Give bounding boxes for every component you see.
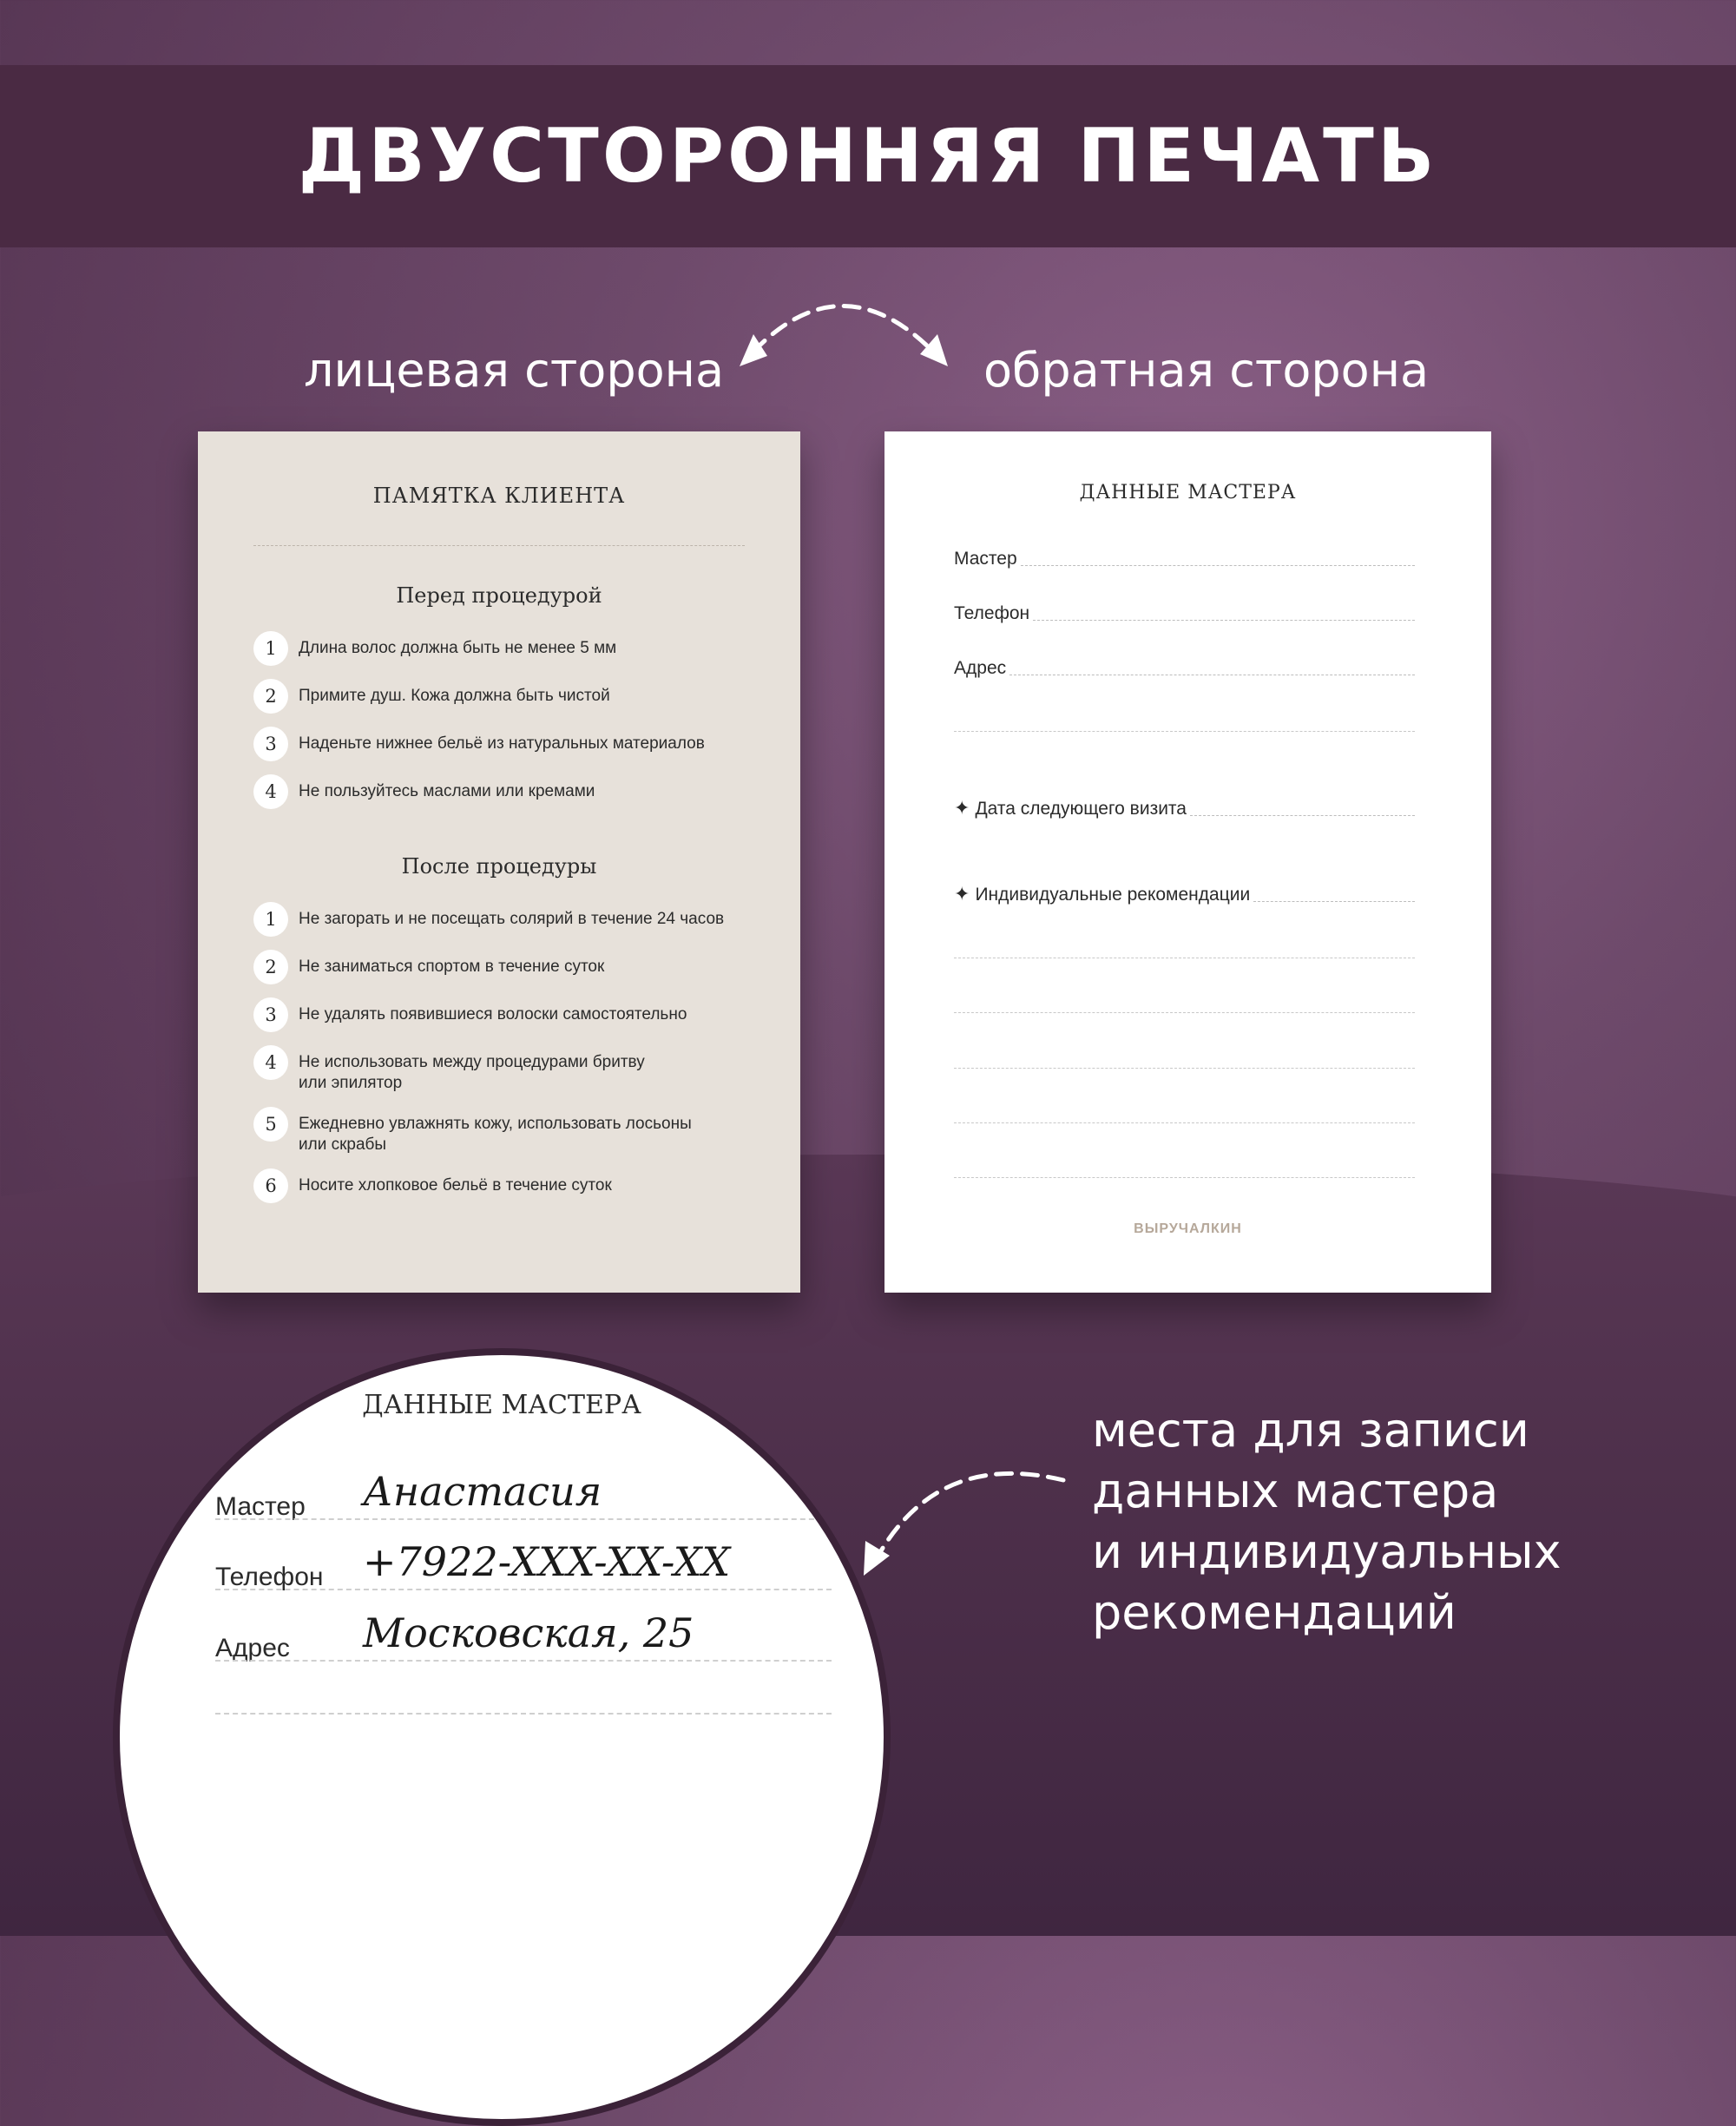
item-number: 6	[253, 1168, 288, 1203]
zoom-write-line	[215, 1660, 832, 1662]
item-text: Не загорать и не посещать солярий в течение 24 часов	[299, 910, 725, 928]
before-section-title: Перед процедурой	[396, 583, 602, 608]
zoom-phone-label: Телефон	[215, 1563, 324, 1591]
note-text: места для записи данных мастера и индивидуальных рекомендаций	[1092, 1403, 1562, 1640]
item-number: 4	[253, 774, 288, 809]
blank-write-line	[954, 1068, 1415, 1069]
zoom-blank-line	[215, 1713, 832, 1715]
item-text: Не заниматься спортом в течение суток	[299, 958, 605, 976]
zoom-magnifier	[113, 1348, 891, 2126]
zoom-title: ДАННЫЕ МАСТЕРА	[362, 1390, 641, 1420]
zoom-address-row	[215, 1611, 832, 1663]
front-card	[198, 431, 800, 1293]
front-card-title: ПАМЯТКА КЛИЕНТА	[372, 484, 626, 508]
star-icon: ✦	[954, 884, 970, 905]
list-item	[253, 1107, 766, 1155]
item-number: 5	[253, 1107, 288, 1142]
zoom-phone-row	[215, 1540, 832, 1592]
item-text: Длина волос должна быть не менее 5 мм	[299, 639, 617, 657]
phone-field	[954, 603, 1415, 624]
phone-label: Телефон	[954, 603, 1030, 623]
phone-write-line	[1033, 620, 1415, 621]
star-icon: ✦	[954, 798, 970, 819]
list-item	[253, 997, 766, 1032]
blank-write-line	[954, 1012, 1415, 1013]
next-visit-field	[954, 798, 1415, 819]
list-item	[253, 902, 766, 937]
address-field	[954, 658, 1415, 679]
zoom-phone-value: +7922-XXX-XX-XX	[363, 1538, 731, 1585]
item-number: 4	[253, 1045, 288, 1080]
list-item	[253, 1168, 766, 1203]
brand-logo: ВЫРУЧАЛКИН	[1134, 1221, 1242, 1236]
list-item	[253, 950, 766, 984]
master-label: Мастер	[954, 549, 1017, 569]
list-item	[253, 727, 766, 761]
item-number: 2	[253, 679, 288, 714]
swap-arrow-icon	[753, 306, 933, 352]
zoom-master-value: Анастасия	[363, 1468, 602, 1515]
back-card	[884, 431, 1491, 1293]
item-text: Ежедневно увлажнять кожу, использовать лосьоны или скрабы	[299, 1115, 692, 1154]
item-text: Не пользуйтесь маслами или кремами	[299, 782, 595, 800]
item-number: 3	[253, 727, 288, 761]
back-card-title: ДАННЫЕ МАСТЕРА	[1079, 482, 1297, 504]
before-list	[253, 631, 766, 822]
zoom-address-label: Адрес	[215, 1634, 290, 1662]
zoom-master-row	[215, 1470, 832, 1522]
master-write-line	[1021, 565, 1415, 566]
list-item	[253, 1045, 766, 1094]
item-text: Примите душ. Кожа должна быть чистой	[299, 687, 610, 705]
title-banner	[0, 65, 1736, 247]
list-item	[253, 679, 766, 714]
recommendations-label: Индивидуальные рекомендации	[975, 885, 1251, 905]
item-text: Носите хлопковое бельё в течение суток	[299, 1176, 612, 1195]
item-text: Не использовать между процедурами бритву или эпилятор	[299, 1053, 645, 1092]
blank-write-line	[954, 1122, 1415, 1123]
banner-title: ДВУСТОРОННЯЯ ПЕЧАТЬ	[298, 113, 1438, 200]
item-number: 3	[253, 997, 288, 1032]
back-side-label: обратная сторона	[983, 343, 1430, 398]
master-field	[954, 549, 1415, 569]
blank-write-line	[954, 1177, 1415, 1178]
recommendations-write-line	[1253, 901, 1415, 902]
list-item	[253, 774, 766, 809]
zoom-master-label: Мастер	[215, 1492, 306, 1521]
blank-write-line	[954, 731, 1415, 732]
divider	[253, 545, 745, 546]
front-side-label: лицевая сторона	[304, 343, 725, 398]
zoom-address-value: Московская, 25	[363, 1609, 694, 1656]
item-number: 1	[253, 631, 288, 666]
address-label: Адрес	[954, 658, 1007, 678]
swap-arrowheads	[740, 334, 948, 366]
zoom-write-line	[215, 1589, 832, 1590]
zoom-write-line	[215, 1518, 832, 1520]
next-visit-label: Дата следующего визита	[975, 799, 1187, 819]
item-text: Не удалять появившиеся волоски самостоятельно	[299, 1005, 687, 1024]
item-text: Наденьте нижнее бельё из натуральных материалов	[299, 734, 705, 753]
next-visit-write-line	[1190, 815, 1415, 816]
list-item	[253, 631, 766, 666]
item-number: 1	[253, 902, 288, 937]
after-section-title: После процедуры	[401, 854, 597, 879]
item-number: 2	[253, 950, 288, 984]
recommendations-field	[954, 884, 1415, 905]
after-list	[253, 902, 766, 1216]
